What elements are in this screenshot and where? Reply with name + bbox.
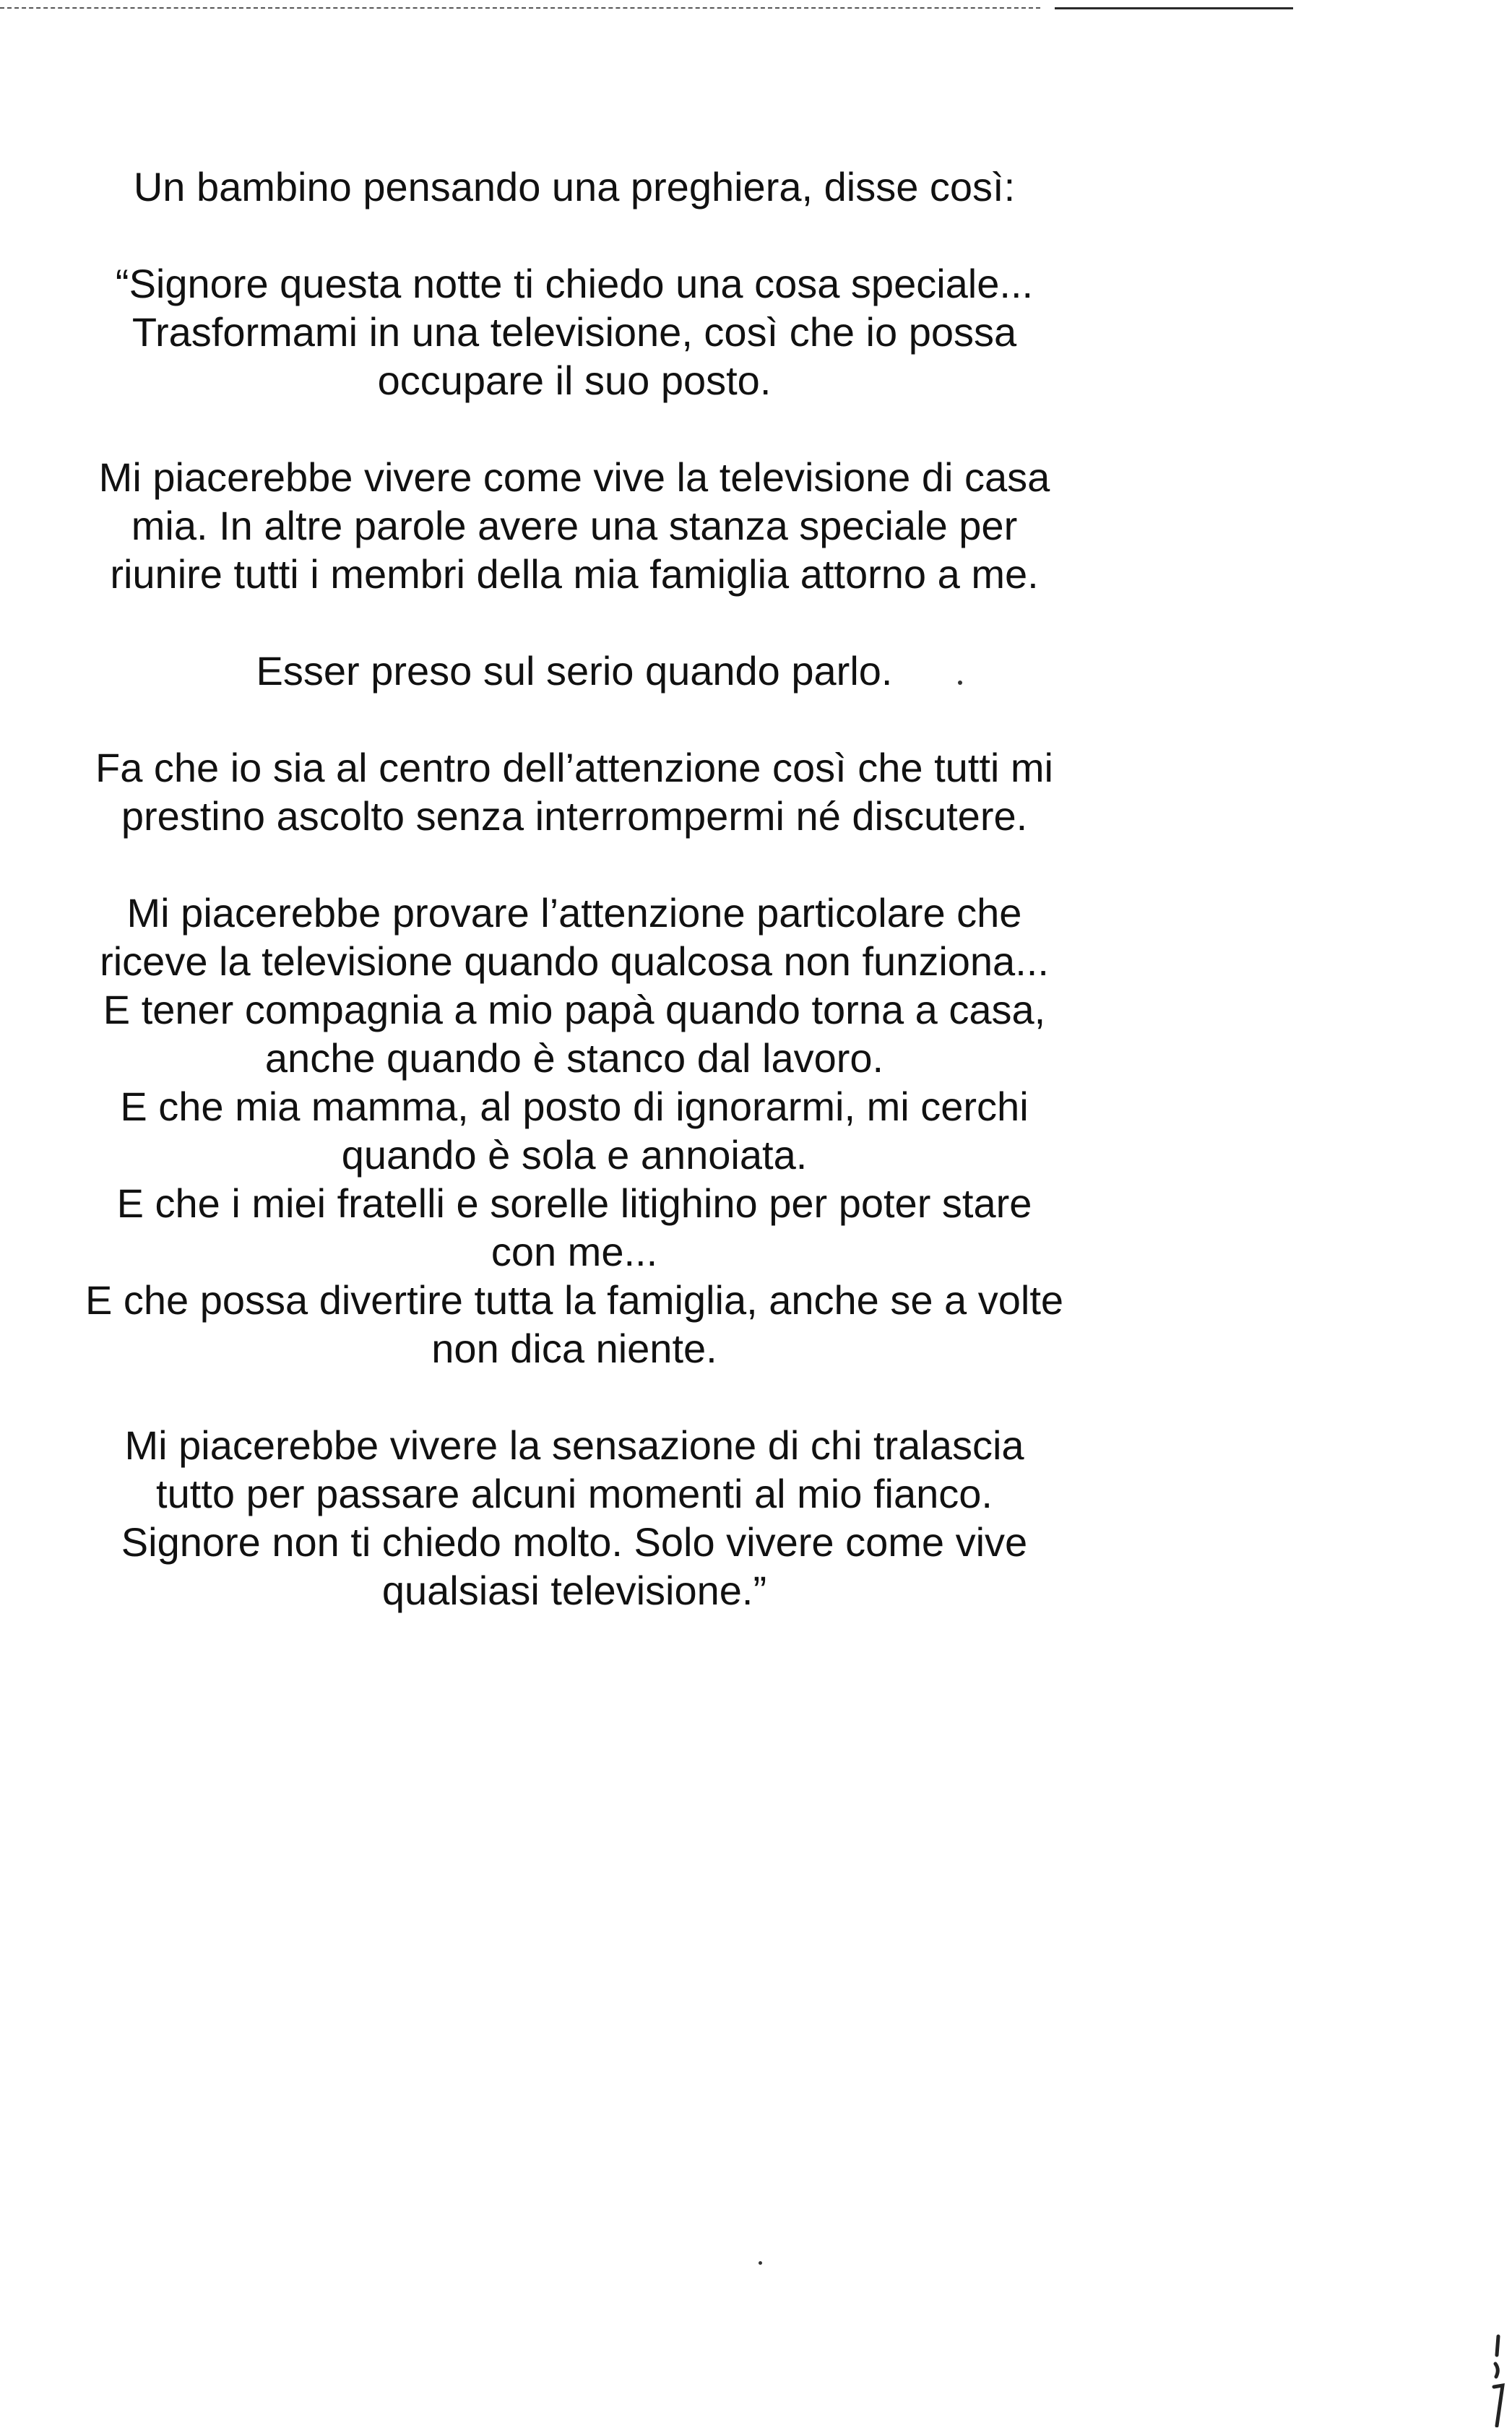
text-line: Mi piacerebbe provare l’attenzione particolare che [126, 890, 1022, 936]
text-line: riceve la televisione quando qualcosa non funziona... [100, 938, 1049, 984]
paragraph-closing [65, 1421, 1084, 1615]
text-line: E che possa divertire tutta la famiglia, anche se a volte [85, 1277, 1064, 1323]
text-line: “Signore questa notte ti chiedo una cosa speciale... [115, 261, 1034, 306]
text-line: Fa che io sia al centro dell’attenzione così che tutti mi [95, 745, 1053, 790]
text-line: occupare il suo posto. [377, 358, 772, 403]
scan-border-line-solid [1055, 7, 1293, 9]
text-line: Signore non ti chiedo molto. Solo vivere come vive [121, 1519, 1028, 1565]
text-line: Mi piacerebbe vivere come vive la televisione di casa [98, 454, 1050, 500]
paragraph-family [65, 889, 1084, 1373]
text-line: prestino ascolto senza interrompermi né discutere. [121, 793, 1028, 839]
text-line: Trasformami in una televisione, così che io possa [131, 309, 1017, 355]
text-line: Mi piacerebbe vivere la sensazione di chi tralascia [124, 1422, 1024, 1468]
handwritten-mark [1488, 2333, 1507, 2427]
text-line: E tener compagnia a mio papà quando torna a casa, [103, 987, 1046, 1032]
text-line: mia. In altre parole avere una stanza speciale per [131, 503, 1018, 548]
paragraph-center-attention [65, 743, 1084, 840]
paragraph-request [65, 259, 1084, 405]
paragraph-intro [65, 163, 1084, 211]
text-line: con me... [491, 1229, 658, 1274]
scan-border-line [0, 7, 1040, 9]
text-line: Esser preso sul serio quando parlo. [256, 648, 893, 694]
document-body [65, 163, 1084, 1663]
text-line: anche quando è stanco dal lavoro. [264, 1035, 884, 1081]
paragraph-taken-seriously [65, 647, 1084, 695]
text-line: riunire tutti i membri della mia famiglia attorno a me. [110, 551, 1039, 597]
scan-speck [759, 2261, 762, 2265]
text-line: tutto per passare alcuni momenti al mio fianco. [156, 1471, 993, 1516]
text-line: E che mia mamma, al posto di ignorarmi, mi cerchi [120, 1084, 1029, 1129]
text-line: non dica niente. [431, 1326, 717, 1371]
text-line: qualsiasi televisione.” [381, 1568, 767, 1613]
text-line: Un bambino pensando una preghiera, disse così: [133, 164, 1016, 210]
text-line: E che i miei fratelli e sorelle litighino per poter stare [116, 1180, 1032, 1226]
text-line: quando è sola e annoiata. [341, 1132, 808, 1178]
paragraph-live-like-tv [65, 453, 1084, 598]
